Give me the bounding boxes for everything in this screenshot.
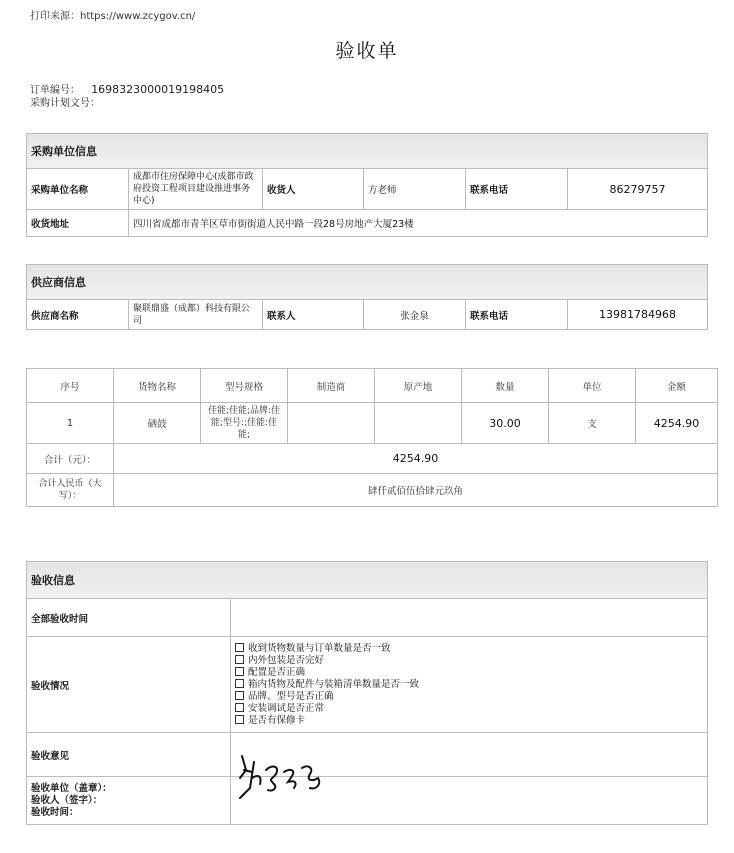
col-header: 单位 bbox=[549, 369, 636, 403]
acceptance-time bbox=[231, 599, 708, 637]
checklist-item[interactable]: 收到货物数量与订单数量是否一致 bbox=[235, 643, 703, 655]
acceptance-sign-labels bbox=[27, 777, 231, 825]
total-cn-label: 合计人民币（大写）： bbox=[27, 474, 114, 507]
cell-spec: 佳能;佳能;品牌:佳能;型号:;佳能:佳能; bbox=[201, 403, 288, 444]
checkbox[interactable] bbox=[235, 643, 244, 652]
checkbox[interactable] bbox=[235, 667, 244, 676]
cell-goods-name: 硒鼓 bbox=[114, 403, 201, 444]
col-header: 金额 bbox=[636, 369, 718, 403]
total-value: 4254.90 bbox=[114, 444, 718, 474]
cell-index: 1 bbox=[27, 403, 114, 444]
contact: 张金泉 bbox=[364, 300, 466, 330]
supplier-name-label: 供应商名称 bbox=[27, 300, 129, 330]
acceptance-time-label: 全部验收时间 bbox=[27, 599, 231, 637]
table-row bbox=[27, 403, 718, 444]
buyer-phone-label: 联系电话 bbox=[466, 169, 568, 210]
col-header: 序号 bbox=[27, 369, 114, 403]
checkbox[interactable] bbox=[235, 679, 244, 688]
total-cn-value: 肆仟贰佰伍拾肆元玖角 bbox=[114, 474, 718, 507]
cell-quantity: 30.00 bbox=[462, 403, 549, 444]
acceptance-checklist bbox=[231, 637, 708, 733]
print-source: 打印来源：https://www.zcygov.cn/ bbox=[30, 11, 196, 22]
buyer-info-table bbox=[26, 133, 708, 237]
acceptance-section-title: 验收信息 bbox=[27, 562, 708, 599]
goods-header-row bbox=[27, 369, 718, 403]
order-number: 1698323000019198405 bbox=[91, 83, 225, 96]
address: 四川省成都市青羊区草市街街道人民中路一段28号房地产大厦23楼 bbox=[129, 210, 708, 237]
col-header: 数量 bbox=[462, 369, 549, 403]
receiver: 方老师 bbox=[364, 169, 466, 210]
goods-table bbox=[26, 368, 718, 507]
checkbox[interactable] bbox=[235, 691, 244, 700]
supplier-section-title: 供应商信息 bbox=[27, 265, 708, 300]
acceptance-table bbox=[26, 561, 708, 825]
col-header: 制造商 bbox=[288, 369, 375, 403]
col-header: 原产地 bbox=[375, 369, 462, 403]
cell-manufacturer bbox=[288, 403, 375, 444]
checklist-item[interactable]: 是否有保修卡 bbox=[235, 715, 703, 727]
buyer-name: 成都市住房保障中心(成都市政府投资工程项目建设推进事务中心) bbox=[129, 169, 263, 210]
supplier-phone: 13981784968 bbox=[568, 300, 708, 330]
page-title: 验收单 bbox=[335, 40, 399, 62]
col-header: 型号规格 bbox=[201, 369, 288, 403]
cell-amount: 4254.90 bbox=[636, 403, 718, 444]
unit-seal-label: 验收单位（盖章）： bbox=[31, 782, 112, 794]
supplier-info-table bbox=[26, 264, 708, 330]
signer-label: 验收人（签字）： bbox=[31, 794, 103, 806]
checklist-item[interactable]: 箱内货物及配件与装箱清单数量是否一致 bbox=[235, 679, 703, 691]
buyer-name-label: 采购单位名称 bbox=[27, 169, 129, 210]
order-number-label: 订单编号： bbox=[30, 85, 80, 96]
handwritten-signature bbox=[232, 748, 342, 804]
address-label: 收货地址 bbox=[27, 210, 129, 237]
checklist-item[interactable]: 安装调试是否正常 bbox=[235, 703, 703, 715]
checkbox[interactable] bbox=[235, 703, 244, 712]
checkbox[interactable] bbox=[235, 715, 244, 724]
checklist-item[interactable]: 品牌、型号是否正确 bbox=[235, 691, 703, 703]
supplier-name: 聚联鼎盛（成都）科技有限公司 bbox=[129, 300, 263, 330]
supplier-phone-label: 联系电话 bbox=[466, 300, 568, 330]
checklist-item[interactable]: 配置是否正确 bbox=[235, 667, 703, 679]
contact-label: 联系人 bbox=[263, 300, 364, 330]
cell-unit: 支 bbox=[549, 403, 636, 444]
col-header: 货物名称 bbox=[114, 369, 201, 403]
acceptance-status-label: 验收情况 bbox=[27, 637, 231, 733]
receiver-label: 收货人 bbox=[263, 169, 364, 210]
cell-origin bbox=[375, 403, 462, 444]
sign-date-label: 验收时间： bbox=[31, 806, 79, 818]
buyer-section-title: 采购单位信息 bbox=[27, 134, 708, 169]
buyer-phone: 86279757 bbox=[568, 169, 708, 210]
checklist-item[interactable]: 内外包装是否完好 bbox=[235, 655, 703, 667]
checkbox[interactable] bbox=[235, 655, 244, 664]
total-label: 合计（元）： bbox=[27, 444, 114, 474]
plan-number-label: 采购计划文号： bbox=[30, 98, 100, 109]
acceptance-opinion-label: 验收意见 bbox=[27, 733, 231, 777]
